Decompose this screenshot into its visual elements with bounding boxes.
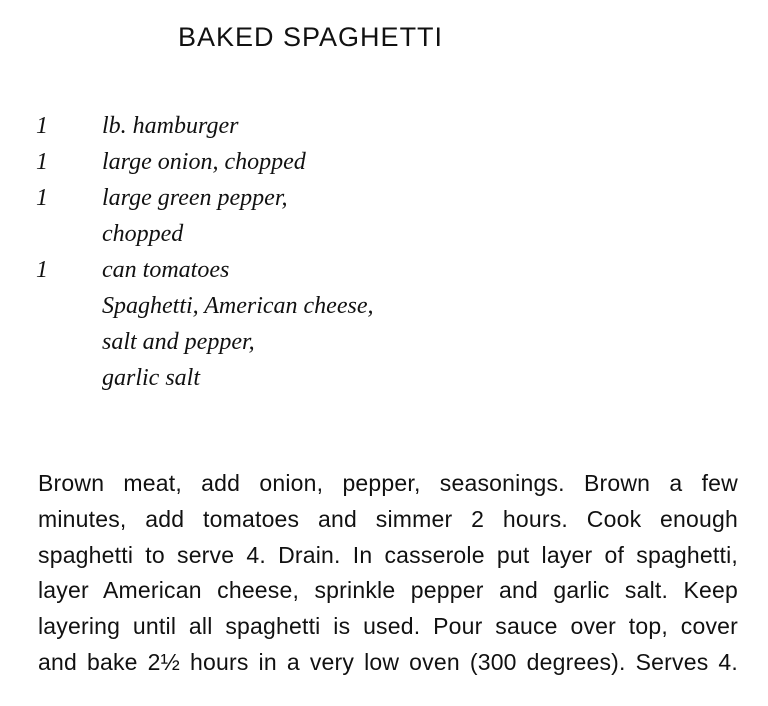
recipe-title: BAKED SPAGHETTI <box>178 22 444 52</box>
ingredient-row <box>36 324 373 360</box>
directions-line: and bake 2½ hours in a very low oven (300 degrees). Serves 4. <box>38 648 738 675</box>
ingredient-name: Spaghetti, American cheese, <box>102 293 374 319</box>
directions-line: layering until all spaghetti is used. Pour sauce over top, cover <box>38 613 738 640</box>
ingredient-quantity: 1 <box>36 113 48 139</box>
ingredient-list <box>36 108 373 396</box>
ingredient-name: garlic salt <box>102 365 201 391</box>
ingredient-row <box>36 144 373 180</box>
directions-line: Brown meat, add onion, pepper, seasonings. Brown a few <box>38 470 738 496</box>
ingredient-row <box>36 288 373 324</box>
directions-paragraph <box>38 466 738 681</box>
ingredient-quantity: 1 <box>36 185 48 211</box>
ingredient-quantity <box>36 216 102 252</box>
ingredient-row <box>36 360 373 396</box>
ingredient-name: can tomatoes <box>102 257 230 283</box>
directions-line: minutes, add tomatoes and simmer 2 hours. Cook enough <box>38 505 738 532</box>
ingredient-row <box>36 252 373 288</box>
ingredient-name: chopped <box>102 221 184 247</box>
ingredient-quantity <box>36 360 102 396</box>
ingredient-quantity <box>36 288 102 324</box>
ingredient-row <box>36 216 373 252</box>
ingredient-name: large onion, chopped <box>102 149 306 175</box>
directions-line: spaghetti to serve 4. Drain. In casserole put layer of spaghetti, <box>38 541 738 568</box>
ingredient-quantity <box>36 324 102 360</box>
ingredient-quantity: 1 <box>36 149 48 175</box>
ingredient-name: large green pepper, <box>102 185 288 211</box>
ingredient-quantity: 1 <box>36 257 48 283</box>
ingredient-row <box>36 108 373 144</box>
ingredient-row <box>36 180 373 216</box>
directions-line: layer American cheese, sprinkle pepper and garlic salt. Keep <box>38 577 738 604</box>
ingredient-name: salt and pepper, <box>102 329 255 355</box>
ingredient-name: lb. hamburger <box>102 113 239 139</box>
